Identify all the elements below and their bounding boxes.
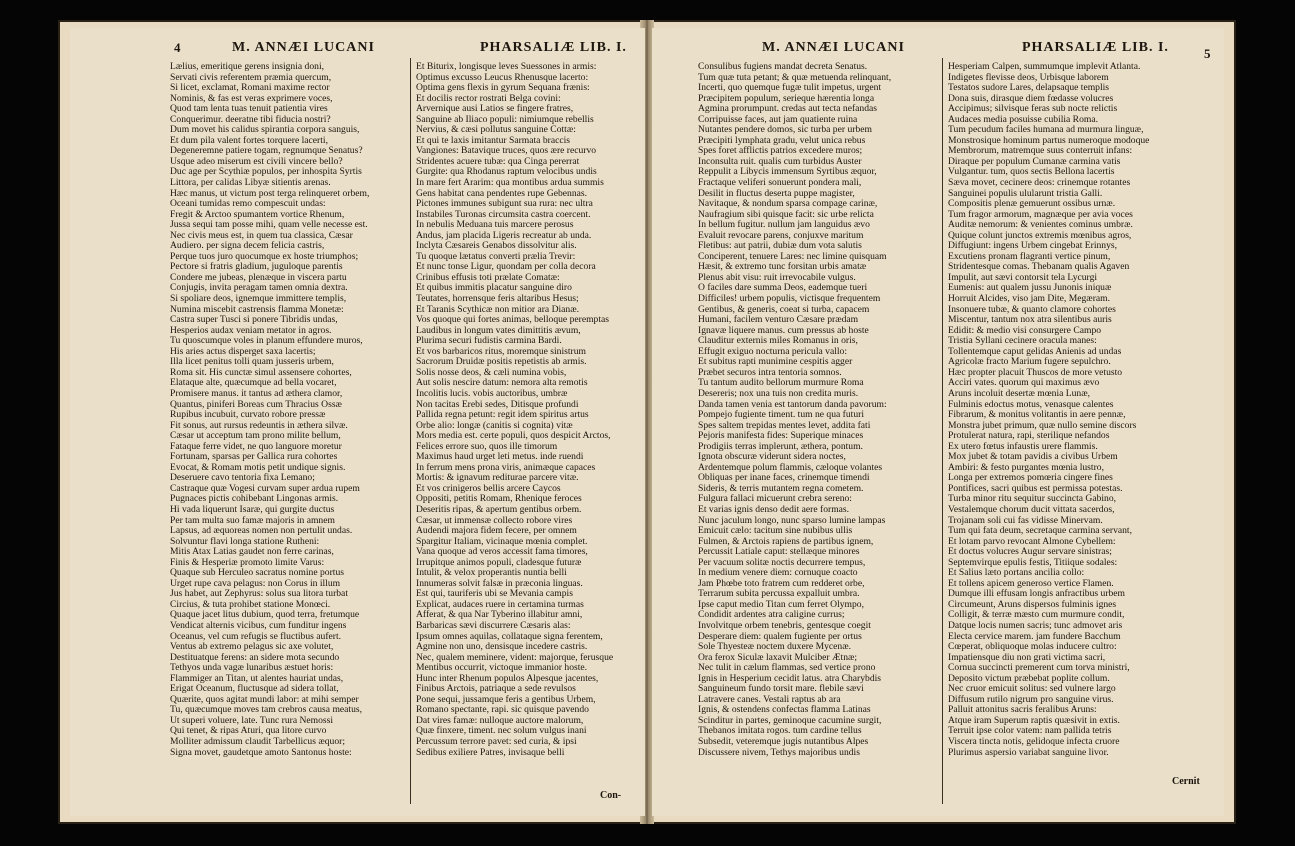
verse-line: Barbaricas sævi discurrere Cæsaris alas: (416, 619, 571, 631)
verse-line: Incolitis lucis. vobis auctoribus, umbræ (416, 387, 568, 399)
verse-line: Nec civis meus est, in quem tua classica, Cæsar (170, 229, 353, 241)
verse-line: Ut superi voluere, late. Tunc rura Nemossi (170, 714, 334, 726)
verse-line: Fletibus: aut patrii, dubiæ dum vota salutis (698, 240, 862, 252)
verse-line: Tollentemque caput gelidas Anienis ad undas (948, 345, 1122, 357)
verse-line: Servati civis referentem præmia quercum, (170, 71, 332, 83)
verse-line: Nutantes pendere domos, sic turba per urbem (698, 124, 872, 136)
verse-line: Per tam multa suo famæ majoris in amnem (170, 514, 335, 526)
verse-line: Explicat, audaces ruere in certamina turmas (416, 598, 584, 610)
verse-line: O faciles dare summa Deos, eademque tueri (698, 282, 868, 294)
verse-line: Hunc inter Rhenum populos Alpesque jacentes, (416, 672, 599, 684)
verse-line: Desereris; nox una tuis non credita muris. (698, 387, 859, 399)
verse-line: Turba minor ritu sequitur succincta Gabino, (948, 493, 1117, 505)
text-column (948, 62, 1196, 808)
verse-line: Tum pecudum faciles humana ad murmura linguæ, (948, 124, 1144, 136)
verse-line: Dum movet his calidus spirantia corpora sanguis, (170, 124, 360, 136)
catchword: Con- (600, 790, 622, 801)
verse-line: Terruit ipse color vatem: nam pallida tetris (948, 725, 1112, 737)
verse-line: Finibus Arctois, patriaque a sede revulsos (416, 683, 576, 695)
verse-line: Mentibus occurrit, victoque immanior hoste. (416, 662, 588, 674)
verse-line: Mortis: & ignavum rediturae parcere vitæ. (416, 472, 579, 484)
verse-line: Desperare diem: qualem fugiente per ortus (698, 630, 862, 642)
page-number: 4 (174, 40, 182, 55)
verse-line: Condidit ardentes atra caligine currus; (698, 609, 845, 621)
verse-line: Est qui, tauriferis ubi se Mevania campis (416, 588, 573, 600)
verse-line: Deseruere cavo tentoria fixa Lemano; (170, 472, 315, 484)
verse-line: Pallida regna petunt: regit idem spiritus artus (416, 409, 589, 421)
verse-line: Vana quoque ad veros accessit fama timores, (416, 546, 588, 558)
verse-line: Præcipiti lymphata gradu, velut unica rebus (698, 134, 866, 146)
verse-line: Sole Thyesteæ noctem duxere Mycenæ. (698, 641, 852, 653)
verse-line: Sideris, & terris mutantem regna cometem. (698, 482, 864, 494)
verse-line: Monstrosique hominum partus numeroque modoque (948, 134, 1150, 146)
verse-line: Aruns incoluit desertæ mœnia Lunæ, (948, 387, 1091, 399)
verse-line: Solvuntur flavi longa statione Rutheni: (170, 535, 320, 547)
verse-line: Et subitus rapti munimine cespitis agger (698, 356, 853, 368)
verse-line: Quaque sub Herculeo sacratus nomine portus (170, 567, 344, 579)
verse-line: Præcipitem populum, serieque hærentia longa (698, 92, 875, 104)
verse-line: Monstra jubet primum, quæ nullo semine discors (948, 419, 1137, 431)
verse-line: Ambiri: & festo purgantes mœnia lustro, (948, 461, 1104, 473)
verse-line: Tu quoscumque voles in planum effundere muros, (170, 335, 363, 347)
verse-line: In mare fert Ararim: qua montibus ardua summis (416, 177, 604, 189)
verse-line: Degeneremne patiere togam, regnumque Senatus? (170, 145, 363, 157)
verse-line: Deposito victum præbebat poplite collum. (948, 672, 1110, 684)
verse-line: Felices errore suo, quos ille timorum (416, 440, 558, 452)
verse-line: Sanguineum fundo torsit mare. flebile sævi (698, 683, 864, 695)
verse-line: Urget rupe cava pelagus: non Corus in illum (170, 577, 341, 589)
verse-line: Innumeras solvit falsæ in præconia linguas. (416, 577, 583, 589)
verse-line: Qui tenet, & ripas Aturi, qua litore curvo (170, 725, 327, 737)
verse-line: Effugit exiguo nocturna pericula vallo: (698, 345, 848, 357)
verse-line: Perque tuos juro quocumque ex hoste triumphos; (170, 250, 359, 262)
verse-line: Hæc propter placuit Thuscos de more vetusto (948, 366, 1123, 378)
verse-line: Circumeunt, Aruns dispersos fulminis ignes (948, 598, 1117, 610)
verse-line: Condere me jubeas, plenæque in viscera partu (170, 271, 347, 283)
verse-line: Afferat, & qua Nar Tyberino illabitur amni, (416, 609, 583, 621)
verse-line: Oppositi, petitis Romam, Rhenique feroces (416, 493, 582, 505)
verse-line: Desilit in fluctus deserta puppe magister, (698, 187, 855, 199)
running-head-author: M. ANNÆI LUCANI (232, 40, 375, 55)
verse-line: Quod tam lenta tuas tenuit patientia vires (170, 103, 328, 115)
verse-line: Deseritis ripas, & apertum gentibus orbem. (416, 503, 582, 515)
verse-line: Sacrorum Druidæ positis repetistis ab armis. (416, 356, 587, 368)
verse-line: Teutates, horrensque feris altaribus Hesus; (416, 293, 579, 305)
right-page-header (652, 28, 1224, 61)
verse-line: Vestalemque chorum ducit vittata sacerdos, (948, 503, 1115, 515)
verse-line: Naufragium sibi quisque facit: sic urbe relicta (698, 208, 874, 220)
running-head-title: PHARSALIÆ LIB. I. (1022, 40, 1169, 55)
verse-line: In bellum fugitur. nullum jam languidus ævo (698, 219, 870, 231)
verse-line: Thebanos imitata rogos. tum cardine tellus (698, 725, 862, 737)
verse-line: Circius, & tuta prohibet statione Monœci. (170, 598, 331, 610)
verse-line: Destituatque ferens: an sidere mota secundo (170, 651, 340, 663)
verse-line: Nec, qualem meminere, vident: majorque, ferusque (416, 651, 614, 663)
verse-line: Et tollens apicem generoso vertice Flamen. (948, 577, 1114, 589)
verse-line: Ipsum omnes aquilas, collataque signa ferentem, (416, 630, 603, 642)
verse-line: Erigat Oceanum, fluctusque ad sidera tollat, (170, 683, 339, 695)
verse-line: Andus, jam placida Ligeris recreatur ab unda. (416, 229, 592, 241)
verse-line: Et dum pila valent fortes torquere lacerti, (170, 134, 328, 146)
verse-line: Latravere canes. Vestali raptus ab ara (698, 693, 841, 705)
verse-line: Non tacitas Erebi sedes, Ditisque profundi (416, 398, 579, 410)
verse-line: Agmina prorumpunt. credas aut tecta nefandas (698, 103, 878, 115)
verse-line: Nunc jaculum longo, nunc sparso lumine lampas (698, 514, 886, 526)
verse-line: Tu quoque lætatus converti prælia Trevir: (416, 250, 576, 262)
verse-line: Jus habet, aut Zephyrus: solus sua litora turbat (170, 588, 348, 600)
verse-line: Navitaque, & nondum sparsa compage carinæ, (698, 198, 878, 210)
verse-line: Pictones immunes subigunt sua rura: nec ultra (416, 198, 593, 210)
verse-line: Et quibus immitis placatur sanguine diro (416, 282, 572, 294)
verse-line: Plenus abit visu: ruit irrevocabile vulgus. (698, 271, 856, 283)
verse-line: Quæ finxere, timent. nec solum vulgus inani (416, 725, 587, 737)
verse-line: Sedibus exiliere Patres, invisaque belli (416, 746, 565, 758)
verse-line: Sanguinei populis ulularunt tristia Galli. (948, 187, 1103, 199)
verse-line: Nec tulit in cælum flammas, sed vertice prono (698, 662, 876, 674)
verse-line: Fortunam, sparsas per Gallica rura cohortes (170, 451, 338, 463)
verse-line: Lapsus, ad æquoreas nomen non pertulit undas. (170, 525, 353, 537)
verse-line: Laudibus in longum vates dimittitis ævum, (416, 324, 581, 336)
verse-line: Ora ferox Siculæ laxavit Mulciber Ætnæ; (698, 651, 858, 663)
verse-line: Promisere manus. it tantus ad æthera clamor, (170, 387, 343, 399)
verse-line: His aries actus disperget saxa lacertis; (170, 345, 316, 357)
verse-line: Mitis Atax Latias gaudet non ferre carinas, (170, 546, 334, 558)
verse-line: Horruit Alcides, viso jam Dite, Megæram. (948, 293, 1111, 305)
verse-line: Cornua succincti premerent cum torva ministri, (948, 662, 1130, 674)
verse-line: Miscentur, tantum nox atra silentibus auris (948, 314, 1112, 326)
verse-line: Pugnaces pictis cohibebant Lingonas armis. (170, 493, 339, 505)
verse-line: Rupibus incubuit, curvato robore pressæ (170, 409, 326, 421)
text-column (698, 62, 938, 808)
verse-line: Plurima securi fudistis carmina Bardi. (416, 335, 562, 347)
verse-line: Illa licet penitus tolli quam jusseris urbem, (170, 356, 334, 368)
verse-line: Fulminis edoctus motus, venasque calentes (948, 398, 1114, 410)
verse-line: Diraque per populum Cumanæ carmina vatis (948, 155, 1121, 167)
verse-line: Cœperat, obliquoque molas inducere cultro: (948, 641, 1117, 653)
right-page (652, 28, 1224, 816)
verse-line: Et doctus volucres Augur servare sinistras; (948, 546, 1112, 558)
verse-line: Tristia Syllani cecinere oracula manes: (948, 335, 1097, 347)
verse-line: Quique colunt junctos extremis mœnibus agros, (948, 229, 1132, 241)
verse-line: Dat vires famæ: nulloque auctore malorum, (416, 714, 584, 726)
verse-line: Ignis, & ostendens confectas flamma Latinas (698, 704, 871, 716)
verse-line: Difficiles! urbem populis, victisque frequentem (698, 293, 881, 305)
verse-line: Nominis, & fas est veras exprimere voces, (170, 92, 333, 104)
verse-line: Viscera tincta notis, gelidoque infecta cruore (948, 736, 1120, 747)
verse-line: Cæsar ut acceptum tam prono milite bellum, (170, 430, 341, 442)
verse-line: Fataque ferre videt, ne quo languore moretur (170, 440, 342, 452)
verse-line: Ignota obscuræ viderunt sidera noctes, (698, 451, 846, 463)
verse-line: Spes saltem trepidas mentes levet, addita fati (698, 419, 871, 431)
verse-line: Fregit & Arctoo spumantem vortice Rhenum, (170, 208, 345, 220)
verse-line: Audiero. per signa decem felicia castris, (170, 240, 325, 252)
verse-line: Subsedit, veteremque jugis nutantibus Alpes (698, 736, 869, 747)
verse-line: Cæsar, ut immensæ collecto robore vires (416, 514, 573, 526)
verse-line: Excutiens pronam flagranti vertice pinum, (948, 250, 1111, 262)
verse-line: Gurgite: qua Rhodanus raptum velocibus undis (416, 166, 597, 178)
verse-line: Auditæ nemorum: & venientes cominus umbræ. (948, 219, 1133, 231)
verse-line: Longa per extremos pomœria cingere fines (948, 472, 1113, 484)
verse-line: Agricolæ fracto Marium fugere sepulchro. (948, 356, 1111, 368)
verse-line: Usque adeo miserum est civili vincere bello? (170, 155, 343, 167)
verse-line: Edidit: & medio visi consurgere Campo (948, 324, 1102, 336)
verse-line: Eumenis: aut qualem jussu Junonis iniquæ (948, 282, 1112, 294)
verse-line: Et vos barbaricos ritus, moremque sinistrum (416, 345, 586, 357)
verse-line: Arvernique ausi Latios se fingere fratres, (416, 103, 574, 115)
verse-line: Involvitque orbem tenebris, gentesque coegit (698, 619, 871, 631)
verse-line: Gentibus, & generis, coeat si turba, capacem (698, 303, 870, 315)
verse-line: Evaluit revocare parens, conjuxve maritum (698, 229, 864, 241)
verse-line: Audendi majora fidem fecere, per omnem (416, 525, 577, 537)
verse-line: Per vacuum solitæ noctis decurrere tempus, (698, 556, 866, 568)
verse-line: Et vos crinigeros bellis arcere Caycos (416, 482, 561, 494)
verse-line: Et Biturix, longisque leves Suessones in armis: (416, 62, 597, 72)
text-column (416, 62, 641, 808)
verse-line: Et qui te laxis imitantur Sarmata braccis (416, 134, 570, 146)
verse-line: Tu, quæcumque moves tam crebros causa meatus, (170, 704, 363, 716)
verse-line: Percussit Latiale caput: stellæque minores (698, 546, 860, 558)
verse-line: Flammiger an Titan, ut alentes hauriat undas, (170, 672, 344, 684)
page-number: 5 (1204, 46, 1212, 61)
verse-line: Quaque jacet litus dubium, quod terra, fretumque (170, 609, 360, 621)
verse-line: Optimus excusso Leucus Rhenusque lacerto: (416, 71, 589, 83)
catchword: Cernit (1172, 776, 1200, 787)
verse-line: Littora, per calidas Libyæ sitientis arenas. (170, 177, 331, 189)
verse-line: Mox jubet & totam pavidis a civibus Urbem (948, 451, 1118, 463)
verse-line: Si spoliare deos, ignemque immittere templis, (170, 293, 347, 305)
verse-line: Fulmen, & Arctois rapiens de partibus ignem, (698, 535, 874, 547)
left-page-header (70, 28, 645, 58)
verse-line: Hesperios audax veniam metator in agros. (170, 324, 332, 336)
verse-line: Duc age per Scythiæ populos, per inhospita Syrtis (170, 166, 362, 178)
verse-line: Finis & Hesperiæ promoto limite Varus: (170, 556, 325, 568)
open-book (58, 20, 1236, 824)
verse-line: Tum fragor armorum, magnæque per avia voces (948, 208, 1133, 220)
verse-line: Atque iram Superum raptis quæsivit in extis. (948, 714, 1120, 726)
verse-line: Aut solis nescire datum: nemora alta remotis (416, 377, 588, 389)
verse-line: Terrarum subita percussa expalluit umbra. (698, 588, 860, 600)
verse-line: Hi vada liquerunt Isaræ, qui gurgite ductus (170, 503, 335, 515)
verse-line: Stridentes acuere tubæ: qua Cinga pererrat (416, 155, 580, 167)
verse-line: Danda tamen venia est tantorum danda pavorum: (698, 398, 887, 410)
verse-line: Consulibus fugiens mandat decreta Senatus. (698, 62, 868, 72)
verse-line: Nervius, & cæsi pollutus sanguine Cottæ: (416, 124, 576, 136)
verse-line: Prodigiis terras implerunt, æthera, pontum. (698, 440, 863, 452)
verse-line: Crinibus effusis toti prælate Comatæ: (416, 271, 560, 283)
verse-line: Incerti, quo quemque fugæ tulit impetus, urgent (698, 82, 882, 94)
verse-line: Pejoris manifesta fides: Superique minaces (698, 430, 864, 442)
verse-line: Insonuere tubæ, & quanto clamore cohortes (948, 303, 1116, 315)
verse-line: Quærite, quos agitat mundi labor: at mihi semper (170, 693, 359, 705)
verse-line: Pompejo fugiente timent. tum ne qua futuri (698, 409, 864, 421)
verse-line: Fractaque veliferi sonuerunt pondera mali, (698, 177, 862, 189)
verse-line: Si licet, exclamat, Romani maxime rector (170, 82, 330, 94)
verse-line: Humani, facilem venturo Cæsare prædam (698, 314, 859, 326)
verse-line: Trojanam soli cui fas vidisse Minervam. (948, 514, 1103, 526)
verse-line: Et docilis rector rostrati Belga covini: (416, 92, 561, 104)
verse-line: Spargitur Italiam, vicinaque mœnia complet. (416, 535, 588, 547)
verse-line: Reppulit a Libycis immensum Syrtibus æquor, (698, 166, 877, 178)
verse-line: Pectore si fratris gladium, juguloque parentis (170, 261, 343, 273)
verse-line: Ventus ab extremo pelagus sic axe volutet, (170, 641, 334, 653)
left-page (70, 28, 645, 816)
verse-line: Percussum terrore pavet: sed curia, & ipsi (416, 736, 577, 747)
verse-line: Numina miscebit castrensis flamma Monetæ: (170, 303, 344, 315)
verse-line: Stridentesque comas. Thebanam qualis Agaven (948, 261, 1130, 273)
verse-line: Elataque alte, quæcumque ad bella vocaret, (170, 377, 337, 389)
verse-line: Diffugiunt: ingens Urbem cingebat Erinnys, (948, 240, 1118, 252)
verse-line: Et Taranis Scythicæ non mitior ara Dianæ. (416, 303, 580, 315)
verse-line: In ferrum mens prona viris, animæque capaces (416, 461, 596, 473)
verse-line: Vendicat alternis vicibus, cum funditur ingens (170, 619, 347, 631)
verse-line: Dona suis, dirasque diem fœdasse volucres (948, 92, 1114, 104)
verse-line: Jussa sequi tam posse mihi, quam velle necesse est. (170, 219, 368, 231)
verse-line: Evocat, & Romam motis petit undique signis. (170, 461, 346, 473)
verse-line: Jam Phœbe toto fratrem cum redderet orbe, (698, 577, 865, 589)
verse-line: Pone sequi, jussamque feris a gentibus Urbem, (416, 693, 596, 705)
verse-line: Hæsit, & extremo tunc forsitan urbis amatæ (698, 261, 867, 273)
verse-line: Pontifices, sacri quibus est permissa potestas. (948, 482, 1123, 494)
verse-line: Et Salius læto portans ancilia collo: (948, 567, 1085, 579)
verse-line: Sanguine ab Iliaco populi: nimiumque rebellis (416, 113, 594, 125)
verse-line: Maximus haud urget leti metus. inde ruendi (416, 451, 584, 463)
running-head-title: PHARSALIÆ LIB. I. (480, 40, 627, 55)
verse-line: Conquerimur. deeratne tibi fiducia nostri? (170, 113, 331, 125)
verse-line: Solis nosse deos, & cæli numina vobis, (416, 366, 567, 378)
verse-line: Tum qui fata deum, secretaque carmina servant, (948, 525, 1132, 537)
verse-line: Colligit, & terræ mæsto cum murmure condit, (948, 609, 1125, 621)
verse-line: Et lotam parvo revocant Almone Cybellem: (948, 535, 1116, 547)
verse-line: Audaces media posuisse cubilia Roma. (948, 113, 1099, 125)
verse-line: Hesperiam Calpen, summumque implevit Atlanta. (948, 62, 1141, 72)
verse-line: In medium venere diem: cornuque coacto (698, 567, 858, 579)
verse-line: Conciperent, tenuere Lares: nec limine quisquam (698, 250, 887, 262)
verse-line: Agmine non uno, densisque incedere castris. (416, 641, 588, 653)
verse-line: Vangiones: Batavique truces, quos ære recurvo (416, 145, 597, 157)
verse-line: Irrupitque animos populi, cladesque futuræ (416, 556, 582, 568)
running-head-author: M. ANNÆI LUCANI (762, 40, 905, 55)
verse-line: Intulit, & velox properantis nuntia belli (416, 567, 567, 579)
verse-line: Tethyos unda vagæ lunaribus æstuet horis: (170, 662, 334, 674)
verse-line: Mors media est. certe populi, quos despicit Arctos, (416, 430, 611, 442)
verse-line: Ardentemque polum flammis, cæloque volantes (698, 461, 883, 473)
verse-line: Testatos sudore Lares, delapsaque templis (948, 82, 1110, 94)
verse-line: Impulit, aut sævi contorsit tela Lycurgi (948, 271, 1098, 283)
verse-line: Roma sit. His cunctæ simul assensere cohortes, (170, 366, 352, 378)
verse-line: Palluit attonitus sacris feralibus Aruns: (948, 704, 1097, 716)
verse-line: Fulgura fallaci micuerunt crebra sereno: (698, 493, 852, 505)
verse-line: Hæc manus, ut victum post terga relinqueret orbem, (170, 187, 370, 199)
verse-line: Fibrarum, & monitus volitantis in aere pennæ, (948, 409, 1126, 421)
verse-line: Dumque illi effusam longis anfractibus urbem (948, 588, 1126, 600)
verse-line: Oceanus, vel cum refugis se fluctibus aufert. (170, 630, 342, 642)
verse-line: Indigetes flevisse deos, Urbisque laborem (948, 71, 1109, 83)
verse-line: Molliter admissum claudit Tarbellicus æquor; (170, 736, 346, 747)
verse-line: Diffusum rutilo nigrum pro sanguine virus. (948, 693, 1114, 705)
verse-line: Corripuisse faces, aut jam quatiente ruina (698, 113, 858, 125)
verse-line: Clauditur externis miles Romanus in oris, (698, 335, 858, 347)
verse-line: Protulerat natura, rapi, sterilique nefandos (948, 430, 1110, 442)
verse-line: Orbe alio: longæ (canitis si cognita) vitæ (416, 419, 573, 431)
verse-line: Præbet securos intra tentoria somnos. (698, 366, 842, 378)
verse-line: Inconsulta ruit. qualis cum turbidus Auster (698, 155, 862, 167)
verse-line: Ignavæ liquere manus. cum pressus ab hoste (698, 324, 869, 336)
verse-line: Impatiensque diu non grati victima sacri, (948, 651, 1106, 663)
text-column (170, 62, 405, 808)
verse-line: Nec cruor emicuit solitus: sed vulnere largo (948, 683, 1116, 695)
verse-line: Datque locis numen sacris; tunc admovet aris (948, 619, 1123, 631)
verse-line: Membrorum, matremque suus conterruit infans: (948, 145, 1133, 157)
verse-line: Et nunc tonse Ligur, quondam per colla decora (416, 261, 596, 273)
verse-line: Electa cervice marem. jam fundere Bacchum (948, 630, 1121, 642)
verse-line: Signa movet, gaudetque amoto Santonus hoste: (170, 746, 352, 758)
verse-line: Scinditur in partes, geminoque cacumine surgit, (698, 714, 882, 726)
verse-line: Conjugis, invita peragam tamen omnia dextra. (170, 282, 348, 294)
verse-line: Gens habitat cana pendentes rupe Gebennas. (416, 187, 588, 199)
verse-line: Septemvirque epulis festis, Titiique sodales: (948, 556, 1118, 568)
verse-line: Compositis plenæ gemuerunt ossibus urnæ. (948, 198, 1116, 210)
verse-line: Inclyta Cæsareis Genabos dissolvitur alis. (416, 240, 577, 252)
verse-line: Oceani tumidas remo compescuit undas: (170, 198, 326, 210)
verse-line: Tu tantum audito bellorum murmure Roma (698, 377, 864, 389)
verse-line: Spes foret afflictis patrios excedere muros; (698, 145, 863, 157)
verse-line: Romano spectante, rapi. sic quisque pavendo (416, 704, 589, 716)
verse-line: Discussere nivem, Tethys majoribus undis (698, 746, 860, 758)
verse-line: Quantus, piniferi Boreas cum Thracius Ossæ (170, 398, 342, 410)
verse-line: Optima gens flexis in gyrum Sequana frænis: (416, 82, 590, 94)
verse-line: Ipse caput medio Titan cum ferret Olympo, (698, 598, 864, 610)
verse-line: Sæva movet, cecinere deos: crinemque rotantes (948, 177, 1131, 189)
verse-line: Obliquas per inane faces, crinemque timendi (698, 472, 870, 484)
verse-line: Vulgantur. tum, quos sectis Bellona lacertis (948, 166, 1115, 178)
verse-line: Instabiles Turonas circumsita castra coercent. (416, 208, 591, 220)
verse-line: Tum quæ tuta petant; & quæ metuenda relinquant, (698, 71, 892, 83)
verse-line: Ex utero fœtus infaustis urere flammis. (948, 440, 1098, 452)
verse-line: Et varias ignis denso dedit aere formas. (698, 503, 850, 515)
verse-line: Castraque quæ Vogesi curvam super ardua rupem (170, 482, 360, 494)
verse-line: Acciri vates. quorum qui maximus ævo (948, 377, 1100, 389)
verse-line: Lælius, emeritique gerens insignia doni, (170, 62, 325, 72)
verse-line: Fit sonus, aut rursus redeuntis in æthera silvæ. (170, 419, 348, 431)
verse-line: Emicuit cælo: tacitum sine nubibus ullis (698, 525, 853, 537)
verse-line: Vos quoque qui fortes animas, belloque peremptas (416, 314, 609, 326)
verse-line: Plurimus aspersio variabat sanguine livor. (948, 746, 1109, 758)
verse-line: In nebulis Meduana tuis marcere perosus (416, 219, 574, 231)
verse-line: Castra super Tusci si ponere Tibridis undas, (170, 314, 338, 326)
verse-line: Accipimus; silvisque feras sub nocte relictis (948, 103, 1118, 115)
verse-line: Ignis in Hesperium cecidit latus. atra Charybdis (698, 672, 882, 684)
